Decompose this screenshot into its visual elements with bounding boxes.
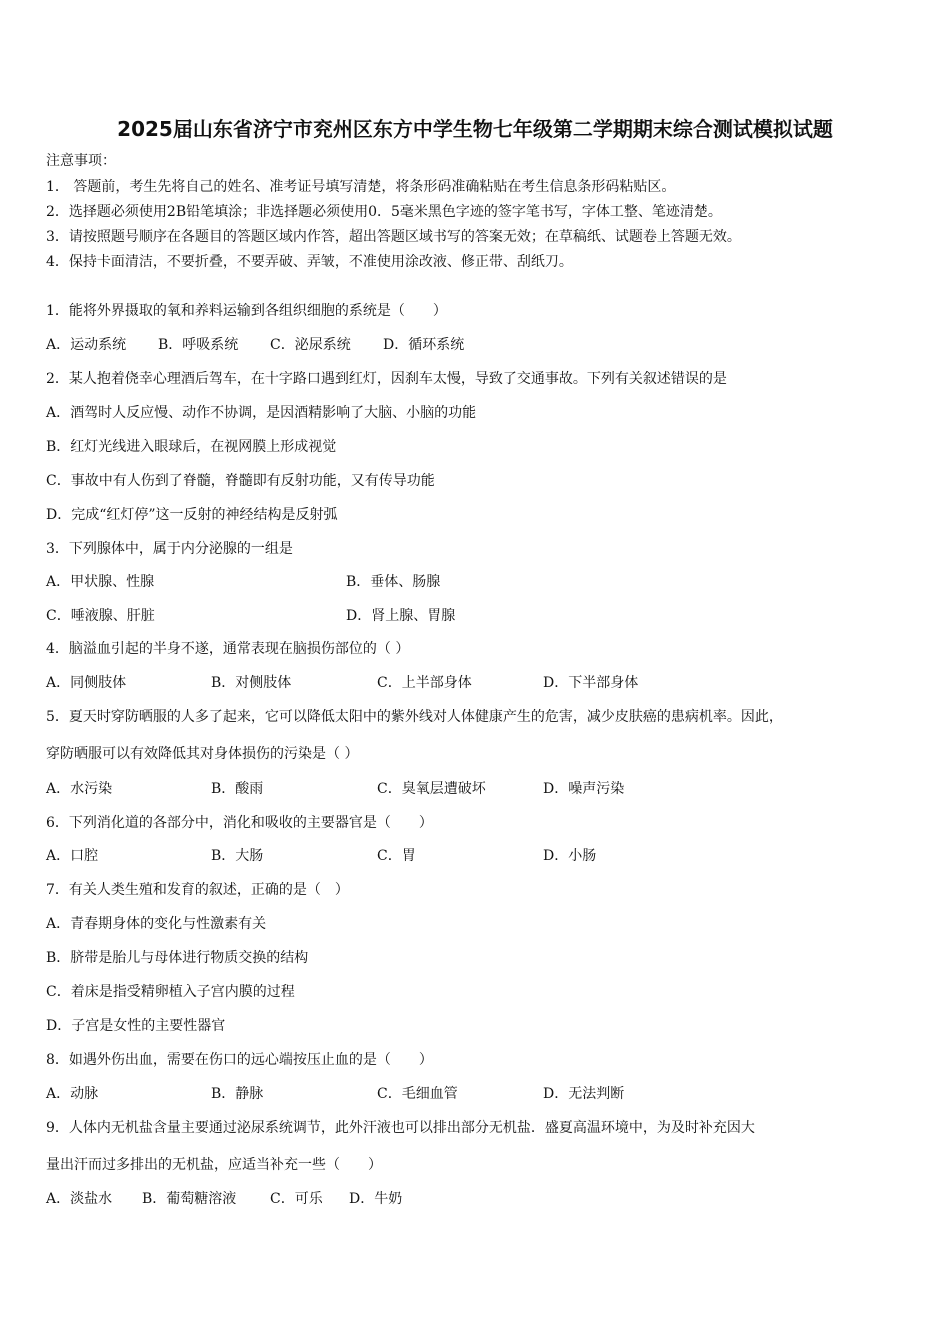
question-stem: 5．夏天时穿防晒服的人多了起来，它可以降低太阳中的紫外线对人体健康产生的危害，减少皮肤癌的患病机率。因此， xyxy=(46,709,783,725)
question-stem: 3．下列腺体中，属于内分泌腺的一组是 xyxy=(46,541,293,557)
option: A．甲状腺、性腺 xyxy=(46,574,155,590)
option: D．循环系统 xyxy=(383,337,465,353)
option: C．毛细血管 xyxy=(377,1086,458,1102)
option: C．着床是指受精卵植入子宫内膜的过程 xyxy=(46,984,295,1000)
option: D．子宫是女性的主要性器官 xyxy=(46,1018,226,1034)
option: A．运动系统 xyxy=(46,337,127,353)
option: A．青春期身体的变化与性激素有关 xyxy=(46,916,267,932)
option: B．大肠 xyxy=(211,848,264,864)
question-stem-cont: 穿防晒服可以有效降低其对身体损伤的污染是（ ） xyxy=(46,746,359,762)
question-stem: 9．人体内无机盐含量主要通过泌尿系统调节，此外汗液也可以排出部分无机盐．盛夏高温环境中，为及时补充因大 xyxy=(46,1120,755,1136)
question-stem: 7．有关人类生殖和发育的叙述，正确的是（ ） xyxy=(46,882,349,898)
question-stem: 2．某人抱着侥幸心理酒后驾车，在十字路口遇到红灯，因刹车太慢，导致了交通事故。下列有关叙述错误的是 xyxy=(46,371,727,387)
option: C．事故中有人伤到了脊髓，脊髓即有反射功能，又有传导功能 xyxy=(46,473,435,489)
question-stem: 4．脑溢血引起的半身不遂，通常表现在脑损伤部位的（ ） xyxy=(46,641,410,657)
option: B．脐带是胎儿与母体进行物质交换的结构 xyxy=(46,950,309,966)
option: D．无法判断 xyxy=(543,1086,625,1102)
option: A．酒驾时人反应慢、动作不协调，是因酒精影响了大脑、小脑的功能 xyxy=(46,405,477,421)
question-stem: 8．如遇外伤出血，需要在伤口的远心端按压止血的是（ ） xyxy=(46,1052,433,1068)
notice-item: 4．保持卡面清洁，不要折叠，不要弄破、弄皱，不准使用涂改液、修正带、刮纸刀。 xyxy=(46,254,573,270)
option: C．胃 xyxy=(377,848,416,864)
option: A．水污染 xyxy=(46,781,113,797)
option: D．牛奶 xyxy=(349,1191,403,1207)
option: B．呼吸系统 xyxy=(158,337,239,353)
question-stem: 1．能将外界摄取的氧和养料运输到各组织细胞的系统是（ ） xyxy=(46,303,447,319)
page-title: 2025届山东省济宁市兖州区东方中学生物七年级第二学期期末综合测试模拟试题 xyxy=(117,117,833,141)
question-stem-cont: 量出汗而过多排出的无机盐，应适当补充一些（ ） xyxy=(46,1157,382,1173)
option: C．上半部身体 xyxy=(377,675,472,691)
notice-heading: 注意事项： xyxy=(46,153,116,169)
option: C．臭氧层遭破坏 xyxy=(377,781,486,797)
option: C．可乐 xyxy=(270,1191,323,1207)
option: A．同侧肢体 xyxy=(46,675,127,691)
question-stem: 6．下列消化道的各部分中，消化和吸收的主要器官是（ ） xyxy=(46,815,433,831)
option: D．噪声污染 xyxy=(543,781,625,797)
option: B．红灯光线进入眼球后，在视网膜上形成视觉 xyxy=(46,439,337,455)
option: C．泌尿系统 xyxy=(270,337,351,353)
option: B．葡萄糖溶液 xyxy=(142,1191,237,1207)
option: D．小肠 xyxy=(543,848,597,864)
option: D．下半部身体 xyxy=(543,675,639,691)
option: A．动脉 xyxy=(46,1086,99,1102)
option: B．垂体、肠腺 xyxy=(346,574,441,590)
option: D．完成“红灯停”这一反射的神经结构是反射弧 xyxy=(46,507,338,523)
option: A．口腔 xyxy=(46,848,99,864)
option: B．酸雨 xyxy=(211,781,264,797)
option: B．对侧肢体 xyxy=(211,675,292,691)
option: A．淡盐水 xyxy=(46,1191,113,1207)
notice-item: 1． 答题前，考生先将自己的姓名、准考证号填写清楚，将条形码准确粘贴在考生信息条形码粘贴区。 xyxy=(46,179,676,195)
notice-item: 2．选择题必须使用2B铅笔填涂；非选择题必须使用0．5毫米黑色字迹的签字笔书写，字体工整、笔迹清楚。 xyxy=(46,204,722,220)
option: C．唾液腺、肝脏 xyxy=(46,608,155,624)
option: B．静脉 xyxy=(211,1086,264,1102)
option: D．肾上腺、胃腺 xyxy=(346,608,456,624)
notice-item: 3．请按照题号顺序在各题目的答题区域内作答，超出答题区域书写的答案无效；在草稿纸、试题卷上答题无效。 xyxy=(46,229,741,245)
